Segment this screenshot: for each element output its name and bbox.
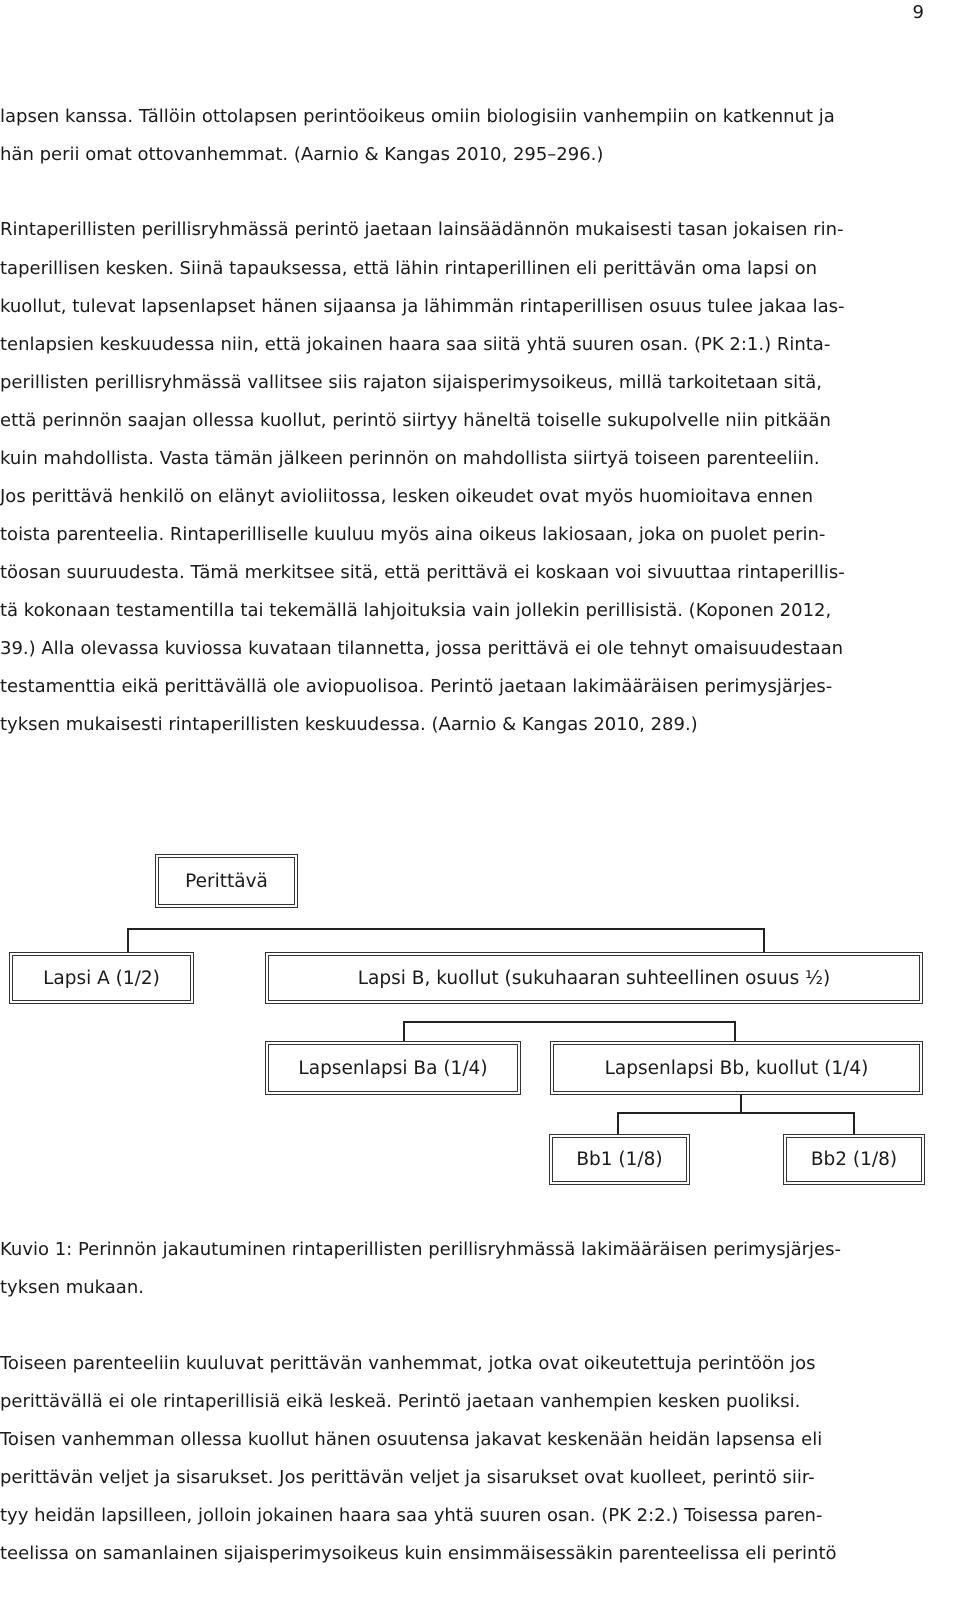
text-line: töosan suuruudesta. Tämä merkitsee sitä, että perittävä ei koskaan voi sivuuttaa rintaperillis- (0, 562, 845, 583)
node-bb2: Bb2 (1/8) (786, 1137, 922, 1182)
text-line: tyksen mukaisesti rintaperillisten keskuudessa. (Aarnio & Kangas 2010, 289.) (0, 714, 698, 735)
text-line: että perinnön saajan ollessa kuollut, perintö siirtyy häneltä toiselle sukupolvelle niin pitkään (0, 410, 831, 431)
page-number: 9 (912, 2, 924, 23)
caption-line: Kuvio 1: Perinnön jakautuminen rintaperillisten perillisryhmässä lakimääräisen perimysjärjes- (0, 1239, 841, 1260)
text-line: perittävällä ei ole rintaperillisiä eikä leskeä. Perintö jaetaan vanhempien kesken puoliksi. (0, 1391, 801, 1412)
connector-line (403, 1021, 736, 1023)
node-lapsenlapsi-ba: Lapsenlapsi Ba (1/4) (268, 1044, 518, 1092)
node-lapsi-b: Lapsi B, kuollut (sukuhaaran suhteellinen osuus ½) (268, 955, 920, 1001)
text-line: taperillisen kesken. Siinä tapauksessa, että lähin rintaperillinen eli perittävän oma lapsi on (0, 258, 818, 279)
caption-line: tyksen mukaan. (0, 1277, 144, 1298)
connector-line (617, 1112, 855, 1114)
connector-line (853, 1112, 855, 1137)
node-lapsi-a: Lapsi A (1/2) (12, 955, 191, 1001)
text-line: Rintaperillisten perillisryhmässä perintö jaetaan lainsäädännön mukaisesti tasan jokaisen rin- (0, 219, 844, 240)
text-line: perillisten perillisryhmässä vallitsee siis rajaton sijaisperimysoikeus, millä tarkoitetaan sitä, (0, 372, 822, 393)
node-bb1: Bb1 (1/8) (552, 1137, 687, 1182)
text-line: perittävän veljet ja sisarukset. Jos perittävän veljet ja sisarukset ovat kuolleet, perintö siir- (0, 1467, 815, 1488)
node-perittava: Perittävä (158, 857, 295, 905)
connector-line (734, 1021, 736, 1044)
connector-line (403, 1021, 405, 1044)
connector-line (617, 1112, 619, 1137)
node-lapsenlapsi-bb: Lapsenlapsi Bb, kuollut (1/4) (553, 1044, 920, 1092)
text-line: tyy heidän lapsilleen, jolloin jokainen haara saa yhtä suuren osan. (PK 2:2.) Toisessa paren- (0, 1505, 823, 1526)
text-line: Toisen vanhemman ollessa kuollut hänen osuutensa jakavat keskenään heidän lapsensa eli (0, 1429, 823, 1450)
text-line: kuollut, tulevat lapsenlapset hänen sijaansa ja lähimmän rintaperillisen osuus tulee jakaa las- (0, 296, 845, 317)
text-line: toista parenteelia. Rintaperilliselle kuuluu myös aina oikeus lakiosaan, joka on puolet perin- (0, 524, 826, 545)
text-line: teelissa on samanlainen sijaisperimysoikeus kuin ensimmäisessäkin parenteelissa eli perintö (0, 1543, 837, 1564)
connector-line (763, 928, 765, 955)
text-line: 39.) Alla olevassa kuviossa kuvataan tilannetta, jossa perittävä ei ole tehnyt omaisuudestaan (0, 638, 844, 659)
text-line: kuin mahdollista. Vasta tämän jälkeen perinnön on mahdollista siirtyä toiseen parenteeliin. (0, 448, 820, 469)
connector-line (127, 928, 765, 930)
connector-line (740, 1092, 742, 1114)
text-line: testamenttia eikä perittävällä ole aviopuolisoa. Perintö jaetaan lakimääräisen perimysjärjes- (0, 676, 833, 697)
text-line: tä kokonaan testamentilla tai tekemällä lahjoituksia vain jollekin perillisistä. (Koponen 2012, (0, 600, 832, 621)
connector-line (127, 928, 129, 955)
text-line: hän perii omat ottovanhemmat. (Aarnio & Kangas 2010, 295–296.) (0, 144, 604, 165)
text-line: Jos perittävä henkilö on elänyt avioliitossa, lesken oikeudet ovat myös huomioitava ennen (0, 486, 814, 507)
text-line: Toiseen parenteeliin kuuluvat perittävän vanhemmat, jotka ovat oikeutettuja perintöön jos (0, 1353, 816, 1374)
text-line: tenlapsien keskuudessa niin, että jokainen haara saa siitä yhtä suuren osan. (PK 2:1.) Rinta- (0, 334, 831, 355)
text-line: lapsen kanssa. Tällöin ottolapsen perintöoikeus omiin biologisiin vanhempiin on katkennut ja (0, 106, 835, 127)
